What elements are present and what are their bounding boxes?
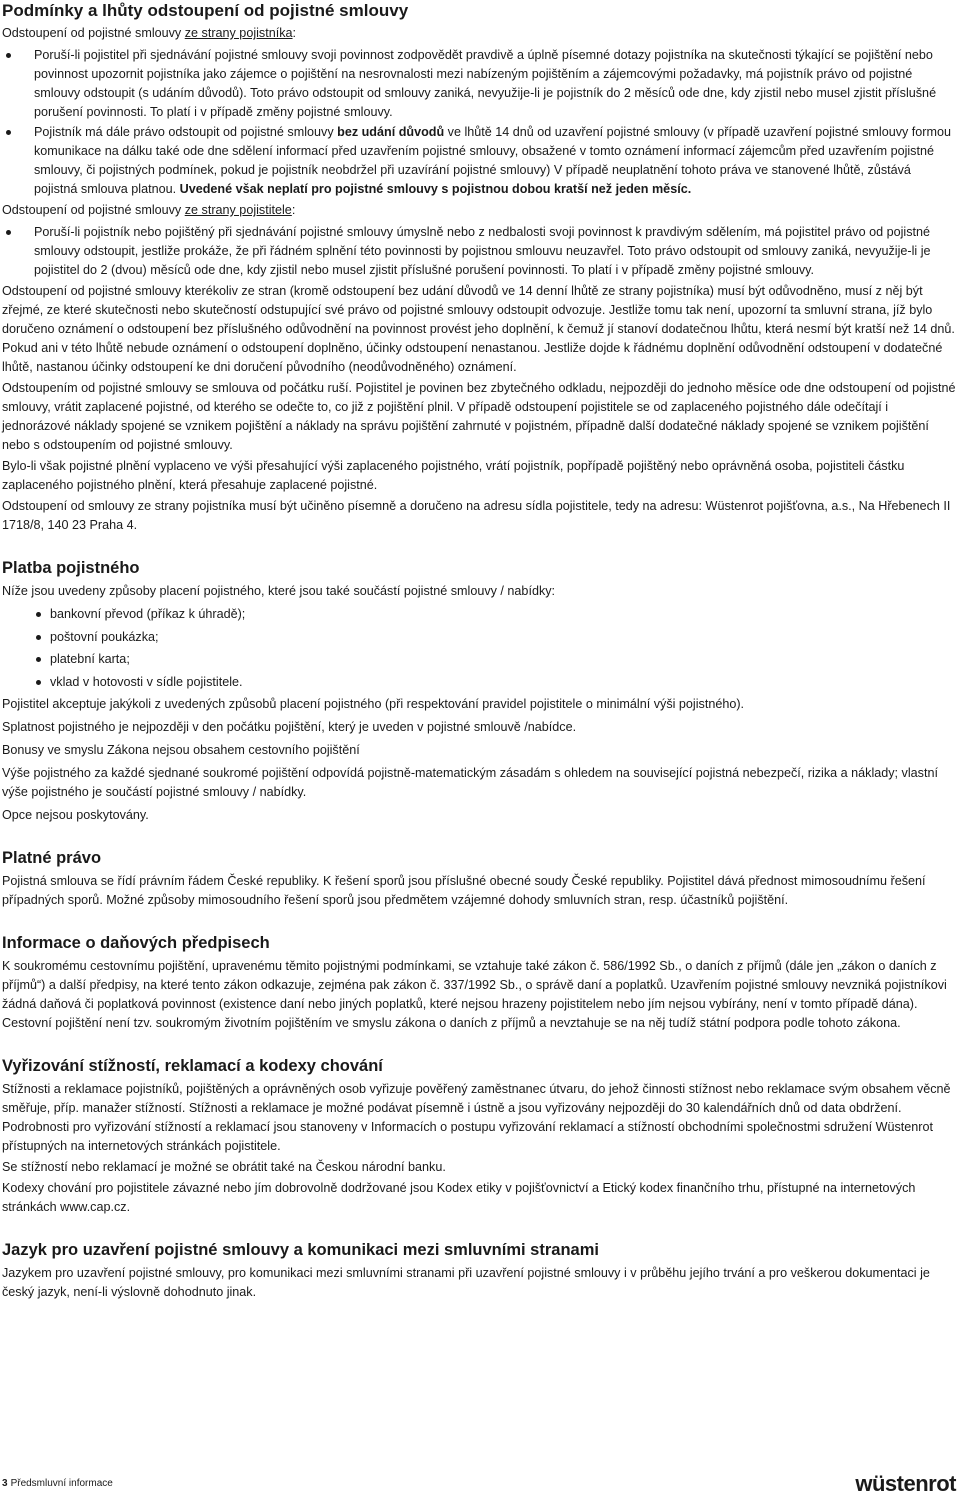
section-applicable-law bbox=[2, 847, 956, 910]
bold-text: bez udání důvodů bbox=[337, 125, 445, 139]
paragraph: Jazykem pro uzavření pojistné smlouvy, pro komunikaci mezi smluvními stranami při uzavření pojistné smlouvy i v průběhu jejího trvání a pro veškerou dokumentaci je český jazyk, není-li výslovně dohodnuto jinak. bbox=[2, 1266, 930, 1299]
section-complaints bbox=[2, 1055, 956, 1217]
section-language bbox=[2, 1239, 956, 1302]
text-span: ve lhůtě 14 dnů od uzavření pojistné smlouvy (v případě uzavření pojistné smlouvy formou komunikace na dálku také ode dne sdělení informací před uzavřením pojistné smlouvy, obsažené v tomto oznámení informací zájemcům před uzavřením pojistné smlouvy, či pojistných podmínek, pokud je pojistník neobdržel při uzavírání pojistné smlouvy) V případě neuplatnění tohoto práva ve stanovené lhůtě, zůstává pojistná smlouva platnou. bbox=[34, 125, 951, 196]
subheading-policyholder bbox=[2, 24, 956, 43]
list-item: poštovní poukázka; bbox=[2, 626, 956, 649]
page-number: 3 bbox=[2, 1478, 8, 1489]
section-title-complaints: Vyřizování stížností, reklamací a kodexy chování bbox=[2, 1057, 383, 1075]
list-item bbox=[2, 123, 956, 199]
subheading-text: Odstoupení od pojistné smlouvy bbox=[2, 26, 185, 40]
section-payment bbox=[2, 557, 956, 825]
paragraph: Opce nejsou poskytovány. bbox=[2, 808, 149, 822]
section-title-payment: Platba pojistného bbox=[2, 559, 140, 577]
subheading-underlined: ze strany pojistitele bbox=[184, 203, 292, 217]
section-tax-info bbox=[2, 932, 956, 1033]
subheading-colon: : bbox=[292, 26, 297, 40]
subheading-colon: : bbox=[291, 203, 296, 217]
paragraph: Níže jsou uvedeny způsoby placení pojistného, které jsou také součástí pojistné smlouvy / nabídky: bbox=[2, 584, 556, 598]
paragraph: Pojistitel akceptuje jakýkoli z uvedených způsobů placení pojistného (při respektování pravidel pojistitele o minimální výši pojistného). bbox=[2, 697, 745, 711]
paragraph: Splatnost pojistného je nejpozději v den počátku pojištění, který je uveden v pojistné smlouvě /nabídce. bbox=[2, 720, 577, 734]
subheading-text: Odstoupení od pojistné smlouvy bbox=[2, 203, 185, 217]
paragraph: Odstoupení od smlouvy ze strany pojistníka musí být učiněno písemně a doručeno na adresu sídla pojistitele, tedy na adresu: Wüstenrot pojišťovna, a.s., Na Hřebenech II 1718/8, 140 23 Praha 4. bbox=[2, 499, 951, 532]
paragraph: K soukromému cestovnímu pojištění, upravenému těmito pojistnými podmínkami, se vztahuje také zákon č. 586/1992 Sb., o daních z příjmů (dále jen „zákon o daních z příjmů“) a další předpisy, na které tento zákon odkazuje, zejména pak zákon č. 337/1992 Sb., o správě daní a poplatků. Uzavřením pojistné smlouvy nevzniká pojistníkovi žádná daňová či poplatková povinnost (existence daní nebo jiných poplatků, které nejsou hrazeny pojistitelem nebo jím nejsou vybírány, není v tomto případě dána). Cestovní pojištění není tzv. soukromým životním pojištěním ve smyslu zákona o daních z příjmů a nevztahuje se na něj tudíž státní podpora podle tohoto zákona. bbox=[2, 959, 947, 1030]
insurer-rights-list bbox=[2, 223, 956, 280]
paragraph: Pojistná smlouva se řídí právním řádem České republiky. K řešení sporů jsou příslušné obecné soudy České republiky. Pojistitel dává přednost mimosoudnímu řešení případných sporů. Možné způsoby mimosoudního řešení sporů jsou předmětem vzájemné dohody smluvních stran, resp. účastníků pojištění. bbox=[2, 874, 926, 907]
wustenrot-logo: wüstenrot bbox=[855, 1471, 956, 1496]
list-item: vklad v hotovosti v sídle pojistitele. bbox=[2, 671, 956, 694]
paragraph: Odstoupení od pojistné smlouvy kterékoliv ze stran (kromě odstoupení bez udání důvodů ve 14 denní lhůtě ze strany pojistníka) musí být odůvodněno, musí z něj být zřejmé, ze které skutečnosti nebo skutečností odstupující své právo od pojistné smlouvy odstoupit odvozuje. Jestliže tomu tak není, upozorní ta smluvní strana, jíž bylo doručeno oznámení o odstoupení bez příslušného odůvodnění na povinnost provést jeho doplnění, k čemuž jí stanoví dodatečnou lhůtu, která nesmí být kratší než 14 dnů. Pokud ani v této lhůtě nebude oznámení o odstoupení doplněno, účinky odstoupení nenastanou. Jestliže dojde k řádnému doplnění odůvodnění odstoupení v dodatečné lhůtě, nastanou účinky odstoupení ke dni doručení původního (neodůvodněného) oznámení. bbox=[2, 284, 955, 374]
section-withdrawal bbox=[2, 0, 956, 535]
section-title-tax-info: Informace o daňových předpisech bbox=[2, 934, 270, 952]
subheading-insurer bbox=[2, 201, 956, 220]
list-item: platební karta; bbox=[2, 648, 956, 671]
page-footer bbox=[2, 1478, 113, 1490]
section-title-language: Jazyk pro uzavření pojistné smlouvy a komunikaci mezi smluvními stranami bbox=[2, 1241, 599, 1259]
policyholder-rights-list bbox=[2, 46, 956, 199]
list-item: Poruší-li pojistník nebo pojištěný při sjednávání pojistné smlouvy úmyslně nebo z nedbalosti svoji povinnost k pravdivým sdělením, má pojistitel právo od pojistné smlouvy odstoupit, jestliže prokáže, že při řádném splnění této povinnosti by pojistnou smlouvu neuzavřel. Toto právo odstoupit od smlouvy zaniká, nevyužije-li je pojistitel do 2 (dvou) měsíců ode dne, kdy zjistil nebo musel zjistit příslušné porušení povinnosti. To platí i v případě změny pojistné smlouvy. bbox=[2, 223, 956, 280]
list-item: bankovní převod (příkaz k úhradě); bbox=[2, 603, 956, 626]
section-title-withdrawal: Podmínky a lhůty odstoupení od pojistné smlouvy bbox=[2, 1, 409, 20]
subheading-underlined: ze strany pojistníka bbox=[184, 26, 293, 40]
paragraph: Se stížností nebo reklamací je možné se obrátit také na Českou národní banku. bbox=[2, 1160, 446, 1174]
text-span: Pojistník má dále právo odstoupit od pojistné smlouvy bbox=[34, 125, 338, 139]
list-item: Poruší-li pojistitel při sjednávání pojistné smlouvy svoji povinnost zodpovědět pravdivě a úplně písemné dotazy pojistníka na skutečnosti týkající se pojištění nebo povinnost upozornit pojistníka jako zájemce o pojištění na nesrovnalosti mezi nabízeným pojištěním a zájemcovými požadavky, má pojistník právo od pojistné smlouvy odstoupit (s udáním důvodů). Toto právo odstoupit od smlouvy zaniká, nevyužije-li je pojistník do 2 měsíců ode dne, kdy zjistil nebo musel zjistit příslušné porušení povinnosti. To platí i v případě změny pojistné smlouvy. bbox=[2, 46, 956, 122]
paragraph: Výše pojistného za každé sjednané soukromé pojištění odpovídá pojistně-matematickým zásadám s ohledem na související pojistná nebezpečí, rizika a náklady; vlastní výše pojistného je součástí pojistné smlouvy / nabídky. bbox=[2, 766, 938, 799]
paragraph: Bylo-li však pojistné plnění vyplaceno ve výši přesahující výši zaplaceného pojistného, vrátí pojistník, popřípadě pojištěný nebo oprávněná osoba, pojistiteli částku zaplaceného pojistného plnění, která přesahuje zaplacené pojistné. bbox=[2, 459, 905, 492]
section-title-applicable-law: Platné právo bbox=[2, 849, 102, 867]
paragraph: Odstoupením od pojistné smlouvy se smlouva od počátku ruší. Pojistitel je povinen bez zbytečného odkladu, nejpozději do jednoho měsíce ode dne odstoupení od pojistné smlouvy, vrátit zaplacené pojistné, od kterého se odečte to, co již z pojištění plnil. V případě odstoupení pojistitele se od zaplaceného pojistného dále odečítají i jednorázové náklady spojené se vznikem pojištění a náklady na správu pojištění zahrnuté v pojistném, případně další dodatečné náklady spojené se vznikem pojištění nebo s odstoupením od pojistné smlouvy. bbox=[2, 381, 956, 452]
footer-label: Předsmluvní informace bbox=[10, 1478, 113, 1489]
bold-text: Uvedené však neplatí pro pojistné smlouvy s pojistnou dobou kratší než jeden měsíc. bbox=[179, 182, 692, 196]
paragraph: Kodexy chování pro pojistitele závazné nebo jím dobrovolně dodržované jsou Kodex etiky v pojišťovnictví a Etický kodex finančního trhu, přístupné na internetových stránkách www.cap.cz. bbox=[2, 1181, 916, 1214]
paragraph: Stížnosti a reklamace pojistníků, pojištěných a oprávněných osob vyřizuje pověřený zaměstnanec útvaru, do jehož činnosti stížnost nebo reklamace svým obsahem věcně směřuje, příp. manažer stížností. Stížnosti a reklamace je možné podávat písemně i ústně a jsou vyřizovány nejpozději do 30 kalendářních dnů od data obdržení. Podrobnosti pro vyřizování stížností a reklamací jsou stanoveny v Informacích o postupu vyřizování reklamací a stížností obchodními společnostmi sdružení Wüstenrot přístupných na internetových stránkách pojistitele. bbox=[2, 1082, 951, 1153]
payment-methods-list bbox=[2, 603, 956, 693]
paragraph: Bonusy ve smyslu Zákona nejsou obsahem cestovního pojištění bbox=[2, 743, 360, 757]
